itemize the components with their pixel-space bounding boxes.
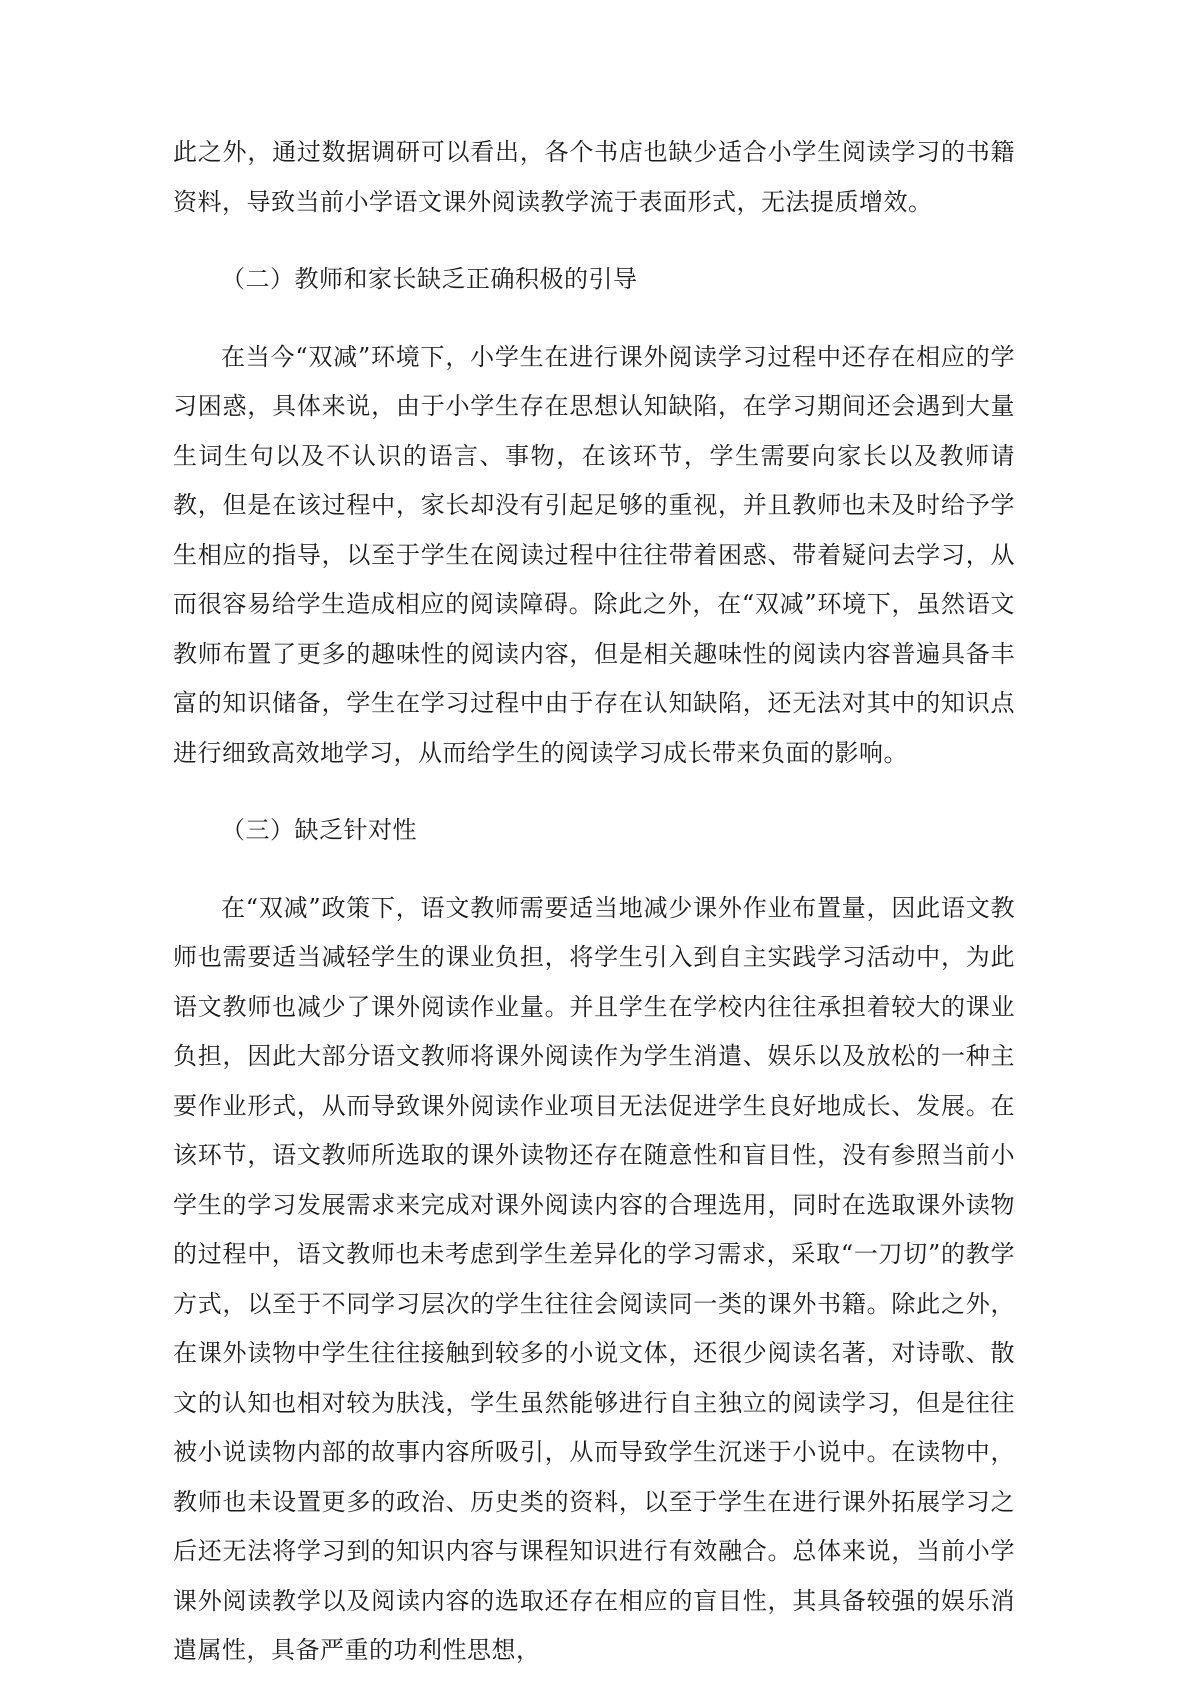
paragraph-gap	[173, 305, 1015, 333]
section-heading-3: （三）缺乏针对性	[221, 816, 417, 844]
paragraph-gap	[173, 227, 1015, 255]
paragraph-gap	[173, 778, 1015, 806]
paragraph-guidance: 在当今“双减”环境下，小学生在进行课外阅读学习过程中还存在相应的学习困惑，具体来说，由于小学生存在思想认知缺陷，在学习期间还会遇到大量生词生句以及不认识的语言、事物，在该环节，学生需要向家长以及教师请教，但是在该过程中，家长却没有引起足够的重视，并且教师也未及时给予学生相应的指导，以至于学生在阅读过程中往往带着困惑、带着疑问去学习，从而很容易给学生造成相应的阅读障碍。除此之外，在“双减”环境下，虽然语文教师布置了更多的趣味性的阅读内容，但是相关趣味性的阅读内容普遍具备丰富的知识储备，学生在学习过程中由于存在认知缺陷，还无法对其中的知识点进行细致高效地学习，从而给学生的阅读学习成长带来负面的影响。	[173, 342, 1015, 767]
section-heading-2: （二）教师和家长缺乏正确积极的引导	[221, 265, 638, 293]
paragraph-targeting: 在“双减”政策下，语文教师需要适当地减少课外作业布置量，因此语文教师也需要适当减轻学生的课业负担，将学生引入到自主实践学习活动中，为此语文教师也减少了课外阅读作业量。并且学生在学校内往往承担着较大的课业负担，因此大部分语文教师将课外阅读作为学生消遣、娱乐以及放松的一种主要作业形式，从而导致课外阅读作业项目无法促进学生良好地成长、发展。在该环节，语文教师所选取的课外读物还存在随意性和盲目性，没有参照当前小学生的学习发展需求来完成对课外阅读内容的合理选用，同时在选取课外读物的过程中，语文教师也未考虑到学生差异化的学习需求，采取“一刀切”的教学方式，以至于不同学习层次的学生往往会阅读同一类的课外书籍。除此之外，在课外读物中学生往往接触到较多的小说文体，还很少阅读名著，对诗歌、散文的认知也相对较为肤浅，学生虽然能够进行自主独立的阅读学习，但是往往被小说读物内部的故事内容所吸引，从而导致学生沉迷于小说中。在读物中，教师也未设置更多的政治、历史类的资料，以至于学生在进行课外拓展学习之后还无法将学习到的知识内容与课程知识进行有效融合。总体来说，当前小学课外阅读教学以及阅读内容的选取还存在相应的盲目性，其具备较强的娱乐消遣属性，具备严重的功利性思想，	[173, 893, 1015, 1664]
paragraph-gap	[173, 856, 1015, 884]
paragraph-continuation: 此之外，通过数据调研可以看出，各个书店也缺少适合小学生阅读学习的书籍资料，导致当前小学语文课外阅读教学流于表面形式，无法提质增效。	[173, 138, 1015, 216]
document-body	[173, 128, 1015, 1676]
